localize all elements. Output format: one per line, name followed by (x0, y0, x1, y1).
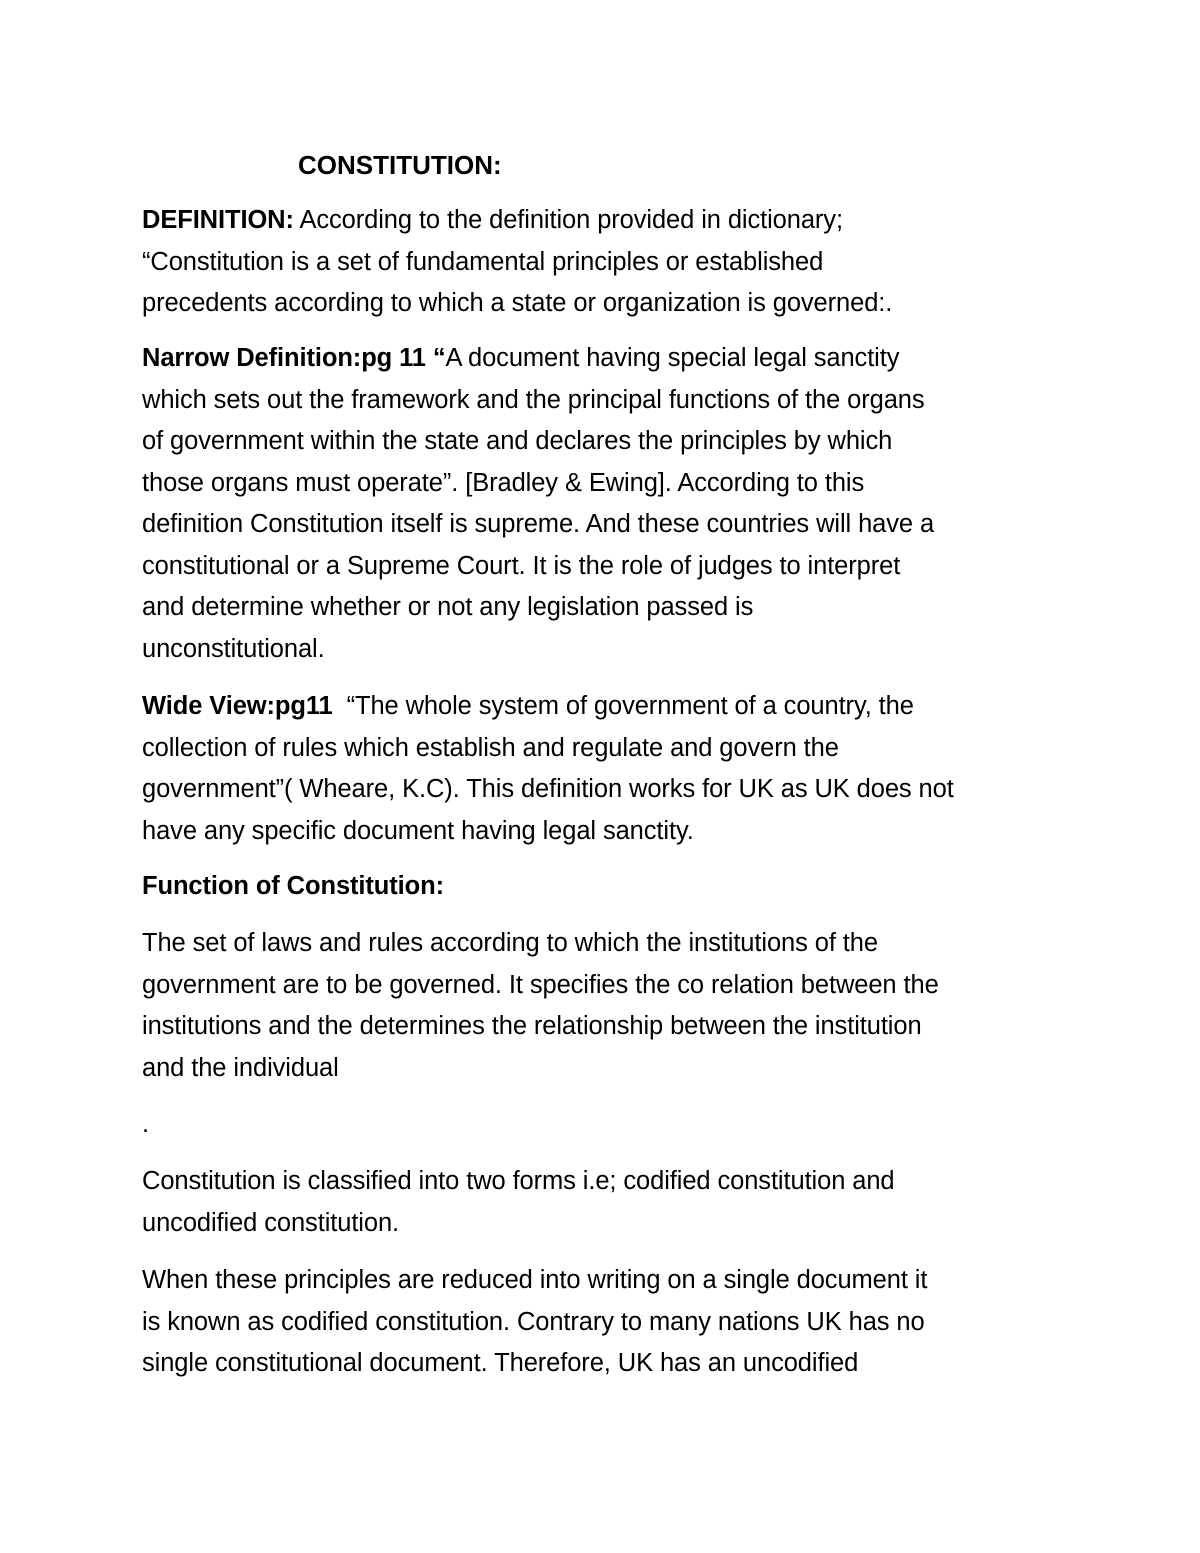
narrow-line-2: which sets out the framework and the principal functions of the organs (142, 385, 925, 414)
wide-line-4: have any specific document having legal sanctity. (142, 816, 694, 845)
function-line-4: and the individual (142, 1053, 339, 1082)
narrow-line-8: unconstitutional. (142, 634, 325, 663)
classified-paragraph (142, 1161, 1082, 1244)
definition-line-3: precedents according to which a state or organization is governed:. (142, 289, 893, 317)
definition-line-1: DEFINITION: According to the definition provided in dictionary; (142, 206, 843, 234)
function-heading-paragraph (142, 866, 1082, 908)
codified-line-2: is known as codified constitution. Contrary to many nations UK has no (142, 1307, 925, 1336)
dot-line: . (142, 1110, 149, 1138)
document-title: CONSTITUTION: (298, 150, 502, 180)
function-paragraph (142, 923, 1082, 1089)
function-heading: Function of Constitution: (142, 872, 444, 900)
wide-line-1: Wide View:pg11 “The whole system of government of a country, the (142, 692, 914, 720)
wide-line-3: government”( Wheare, K.C). This definition works for UK as UK does not (142, 775, 954, 803)
narrow-line-5: definition Constitution itself is supreme. And these countries will have a (142, 510, 935, 538)
codified-line-1: When these principles are reduced into writing on a single document it (142, 1266, 928, 1294)
wide-line-2: collection of rules which establish and regulate and govern the (142, 733, 839, 762)
definition-line-2: “Constitution is a set of fundamental principles or established (142, 247, 824, 276)
function-line-1: The set of laws and rules according to which the institutions of the (142, 929, 878, 957)
narrow-definition-label: Narrow Definition:pg 11 “ (142, 344, 446, 372)
narrow-line-1: Narrow Definition:pg 11 “A document having special legal sanctity (142, 344, 900, 372)
codified-paragraph (142, 1260, 1082, 1385)
wide-view-paragraph (142, 686, 1082, 852)
dot-paragraph (142, 1104, 1082, 1146)
narrow-line-7: and determine whether or not any legislation passed is (142, 593, 754, 621)
narrow-line-4: those organs must operate”. [Bradley & Ewing]. According to this (142, 468, 865, 497)
narrow-line-6: constitutional or a Supreme Court. It is the role of judges to interpret (142, 551, 901, 580)
wide-view-label: Wide View:pg11 (142, 692, 333, 720)
definition-label: DEFINITION: (142, 206, 294, 234)
classified-line-1: Constitution is classified into two forms i.e; codified constitution and (142, 1167, 895, 1195)
definition-paragraph (142, 200, 1082, 325)
classified-line-2: uncodified constitution. (142, 1208, 400, 1237)
narrow-definition-paragraph (142, 338, 1082, 670)
narrow-line-3: of government within the state and declares the principles by which (142, 427, 893, 455)
codified-line-3: single constitutional document. Therefore, UK has an uncodified (142, 1349, 859, 1377)
function-line-2: government are to be governed. It specifies the co relation between the (142, 970, 939, 999)
function-line-3: institutions and the determines the relationship between the institution (142, 1012, 922, 1040)
